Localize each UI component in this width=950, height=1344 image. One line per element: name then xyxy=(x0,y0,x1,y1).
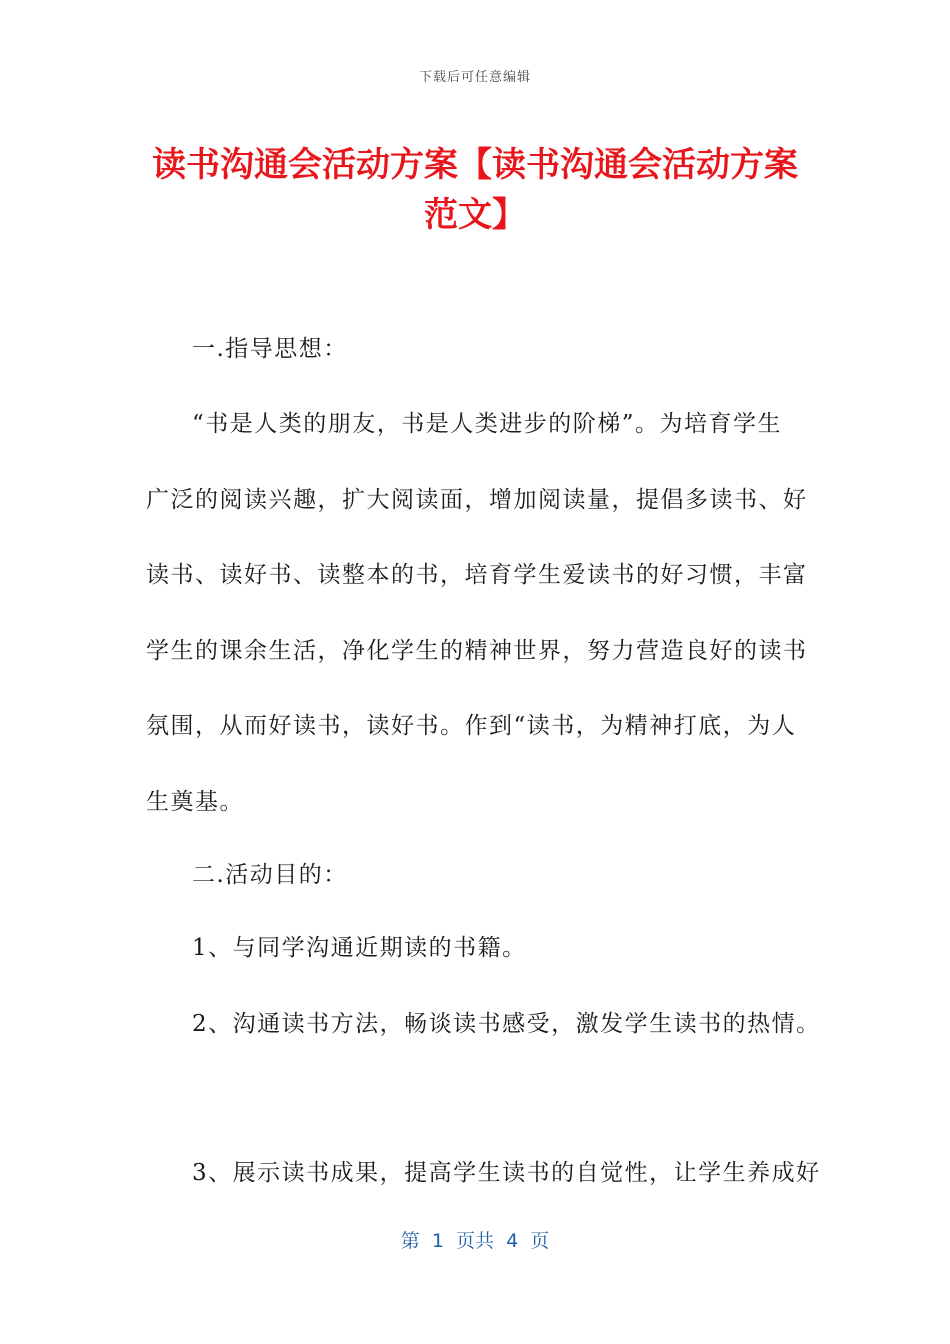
list-item: 1、与同学沟通近期读的书籍。 xyxy=(192,935,527,961)
title-line-2: 范文】 xyxy=(424,195,526,235)
paragraph-line: 广泛的阅读兴趣，扩大阅读面，增加阅读量，提倡多读书、好 xyxy=(146,487,808,513)
paragraph-line: 生奠基。 xyxy=(146,789,244,815)
paragraph-line: “书是人类的朋友，书是人类进步的阶梯”。为培育学生 xyxy=(192,411,783,437)
paragraph-line: 学生的课余生活，净化学生的精神世界，努力营造良好的读书 xyxy=(146,638,808,664)
paragraph-line: 读书、读好书、读整本的书，培育学生爱读书的好习惯，丰富 xyxy=(146,562,808,588)
title-line-1: 读书沟通会活动方案【读书沟通会活动方案 xyxy=(152,145,798,185)
paragraph-line: 氛围，从而好读书，读好书。作到“读书，为精神打底，为人 xyxy=(146,713,797,739)
list-item: 3、展示读书成果，提高学生读书的自觉性，让学生养成好 xyxy=(192,1160,821,1186)
section-heading-guiding-thought: 一.指导思想： xyxy=(192,336,348,362)
header-note: 下载后可任意编辑 xyxy=(418,70,531,85)
section-heading-activity-purpose: 二.活动目的： xyxy=(192,862,348,888)
document-title xyxy=(120,140,830,240)
list-item: 2、沟通读书方法，畅谈读书感受，激发学生读书的热情。 xyxy=(192,1011,821,1037)
page-footer: 第 1 页共 4 页 xyxy=(400,1230,550,1252)
